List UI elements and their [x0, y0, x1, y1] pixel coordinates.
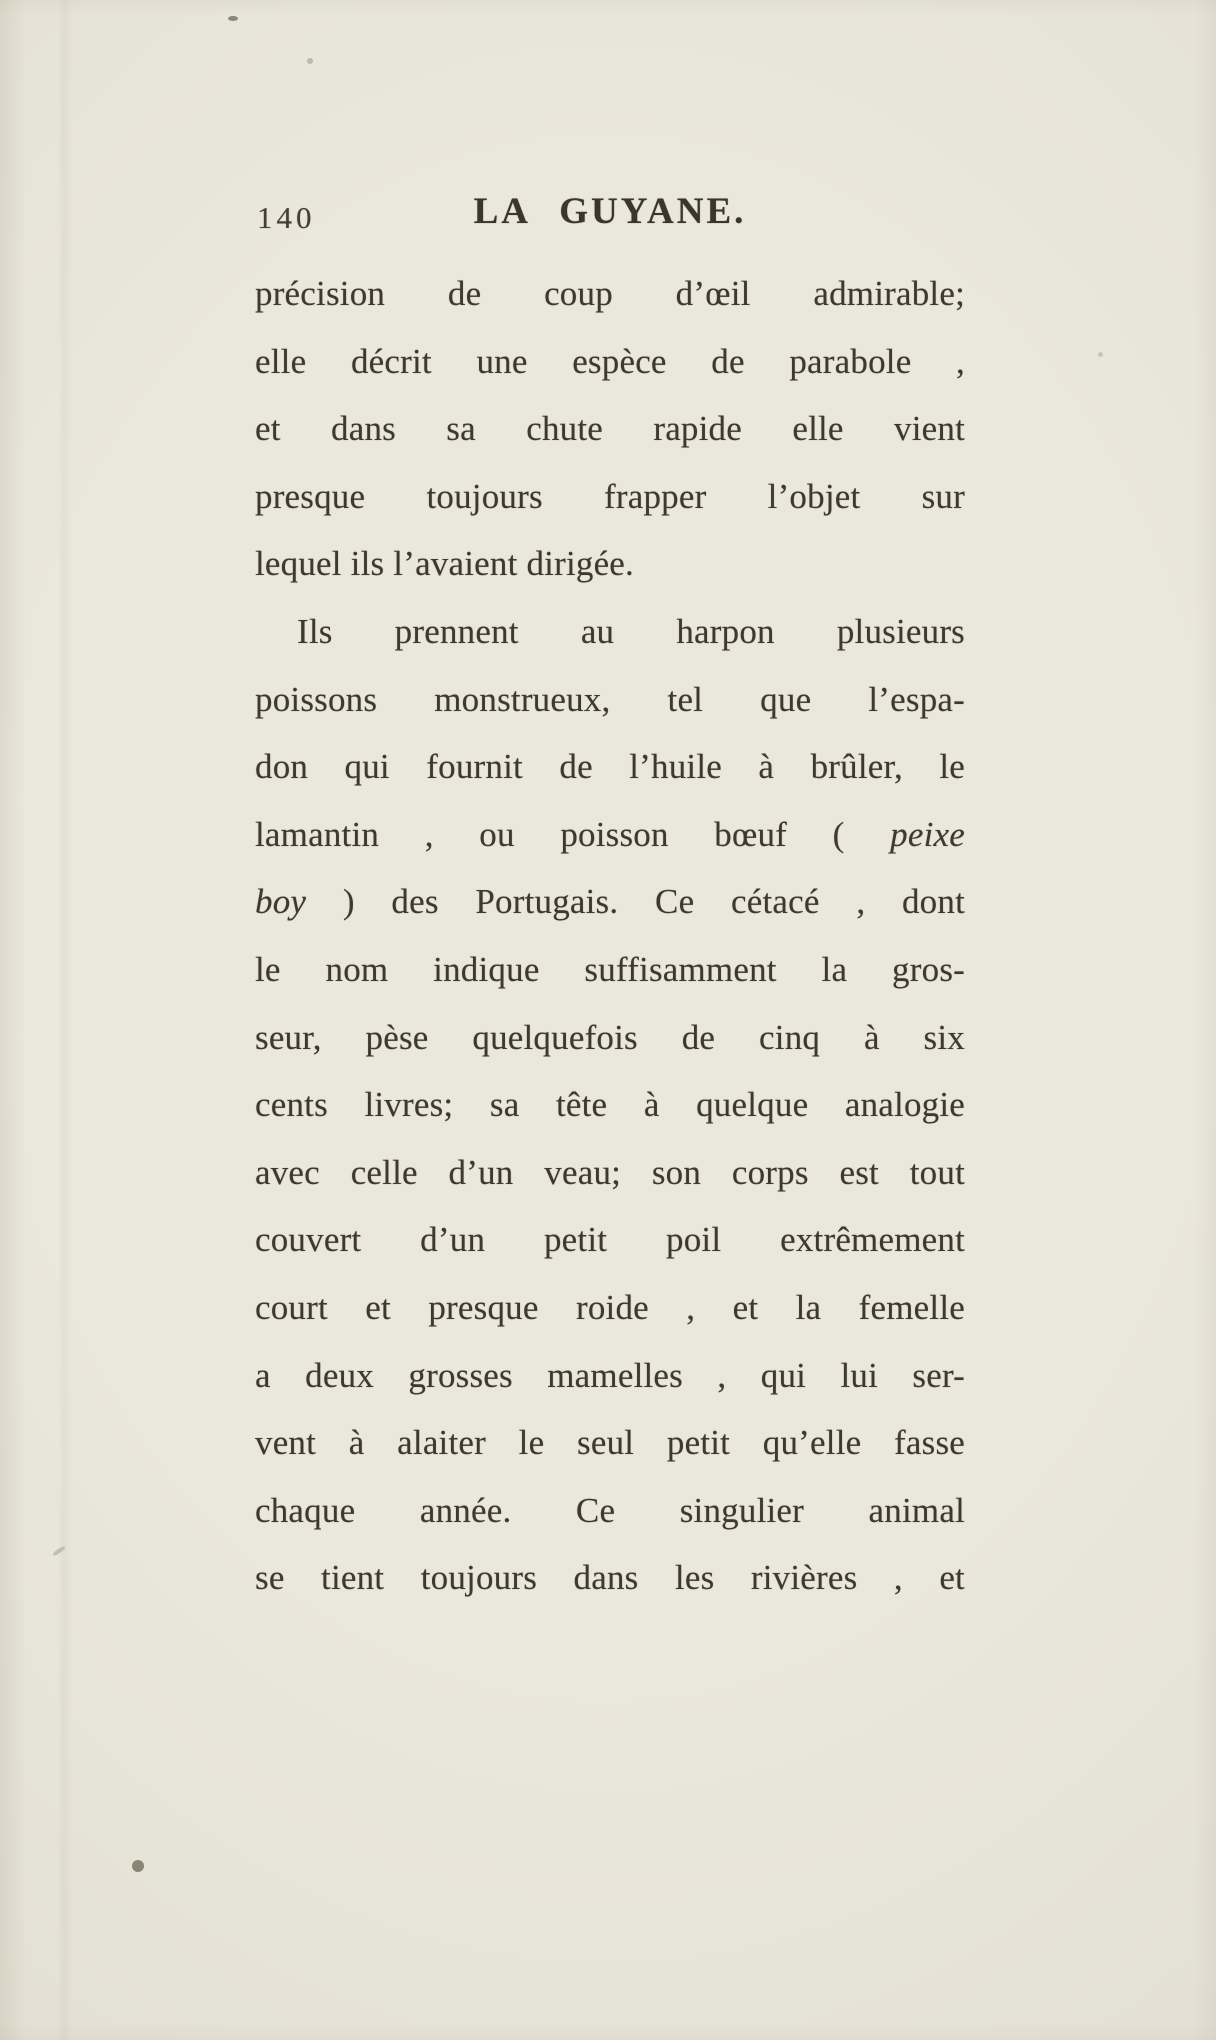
italic-text-segment: boy	[255, 882, 307, 922]
text-segment: et dans sa chute rapide elle vient	[255, 409, 965, 449]
text-line	[255, 463, 965, 531]
text-segment: avec celle d’un veau; son corps est tout	[255, 1152, 965, 1192]
text-line	[255, 260, 965, 328]
paper-speck	[52, 1545, 66, 1556]
text-segment: elle décrit une espèce de parabole ,	[255, 341, 965, 381]
text-line	[255, 936, 965, 1004]
paper-speck	[1098, 352, 1103, 357]
text-segment: poissons monstrueux, tel que l’espa-	[255, 679, 965, 719]
text-line	[255, 328, 965, 396]
text-line	[255, 801, 965, 869]
paper-speck	[132, 1860, 144, 1872]
page-number: 140	[257, 200, 316, 235]
text-segment: se tient toujours dans les rivières , et	[255, 1558, 965, 1598]
text-line	[255, 1342, 965, 1410]
text-segment: vent à alaiter le seul petit qu’elle fasse	[255, 1423, 965, 1463]
text-line	[255, 598, 965, 666]
paper-speck	[307, 58, 313, 64]
text-segment: chaque année. Ce singulier animal	[255, 1490, 965, 1530]
text-line	[255, 1139, 965, 1207]
text-line	[255, 530, 965, 598]
text-line	[255, 733, 965, 801]
paper-speck	[228, 16, 238, 21]
text-segment: lamantin , ou poisson bœuf (	[255, 814, 891, 854]
text-segment: le nom indique suffisamment la gros-	[255, 949, 965, 989]
text-segment: Ils prennent au harpon plusieurs	[297, 611, 965, 651]
text-line	[255, 1477, 965, 1545]
text-segment: ) des Portugais. Ce cétacé , dont	[306, 882, 965, 922]
text-segment: lequel ils l’avaient dirigée.	[255, 544, 634, 584]
text-segment: couvert d’un petit poil extrêmement	[255, 1220, 965, 1260]
text-line	[255, 1544, 965, 1612]
text-line	[255, 1409, 965, 1477]
text-segment: presque toujours frapper l’objet sur	[255, 476, 965, 516]
text-segment: don qui fournit de l’huile à brûler, le	[255, 747, 965, 787]
text-line	[255, 395, 965, 463]
text-segment: cents livres; sa tête à quelque analogie	[255, 1085, 965, 1125]
page-header	[255, 190, 965, 252]
running-title: LA GUYANE.	[473, 191, 747, 232]
text-line	[255, 1004, 965, 1072]
body-lines	[255, 260, 965, 1612]
text-column	[255, 190, 965, 1612]
text-line	[255, 1206, 965, 1274]
text-segment: court et presque roide , et la femelle	[255, 1287, 965, 1327]
italic-text-segment: peixe	[890, 814, 965, 854]
text-segment: a deux grosses mamelles , qui lui ser-	[255, 1355, 965, 1395]
text-segment: précision de coup d’œil admirable;	[255, 274, 965, 313]
text-line	[255, 1071, 965, 1139]
text-line	[255, 868, 965, 936]
text-segment: seur, pèse quelquefois de cinq à six	[255, 1017, 965, 1057]
text-line	[255, 666, 965, 734]
text-line	[255, 1274, 965, 1342]
